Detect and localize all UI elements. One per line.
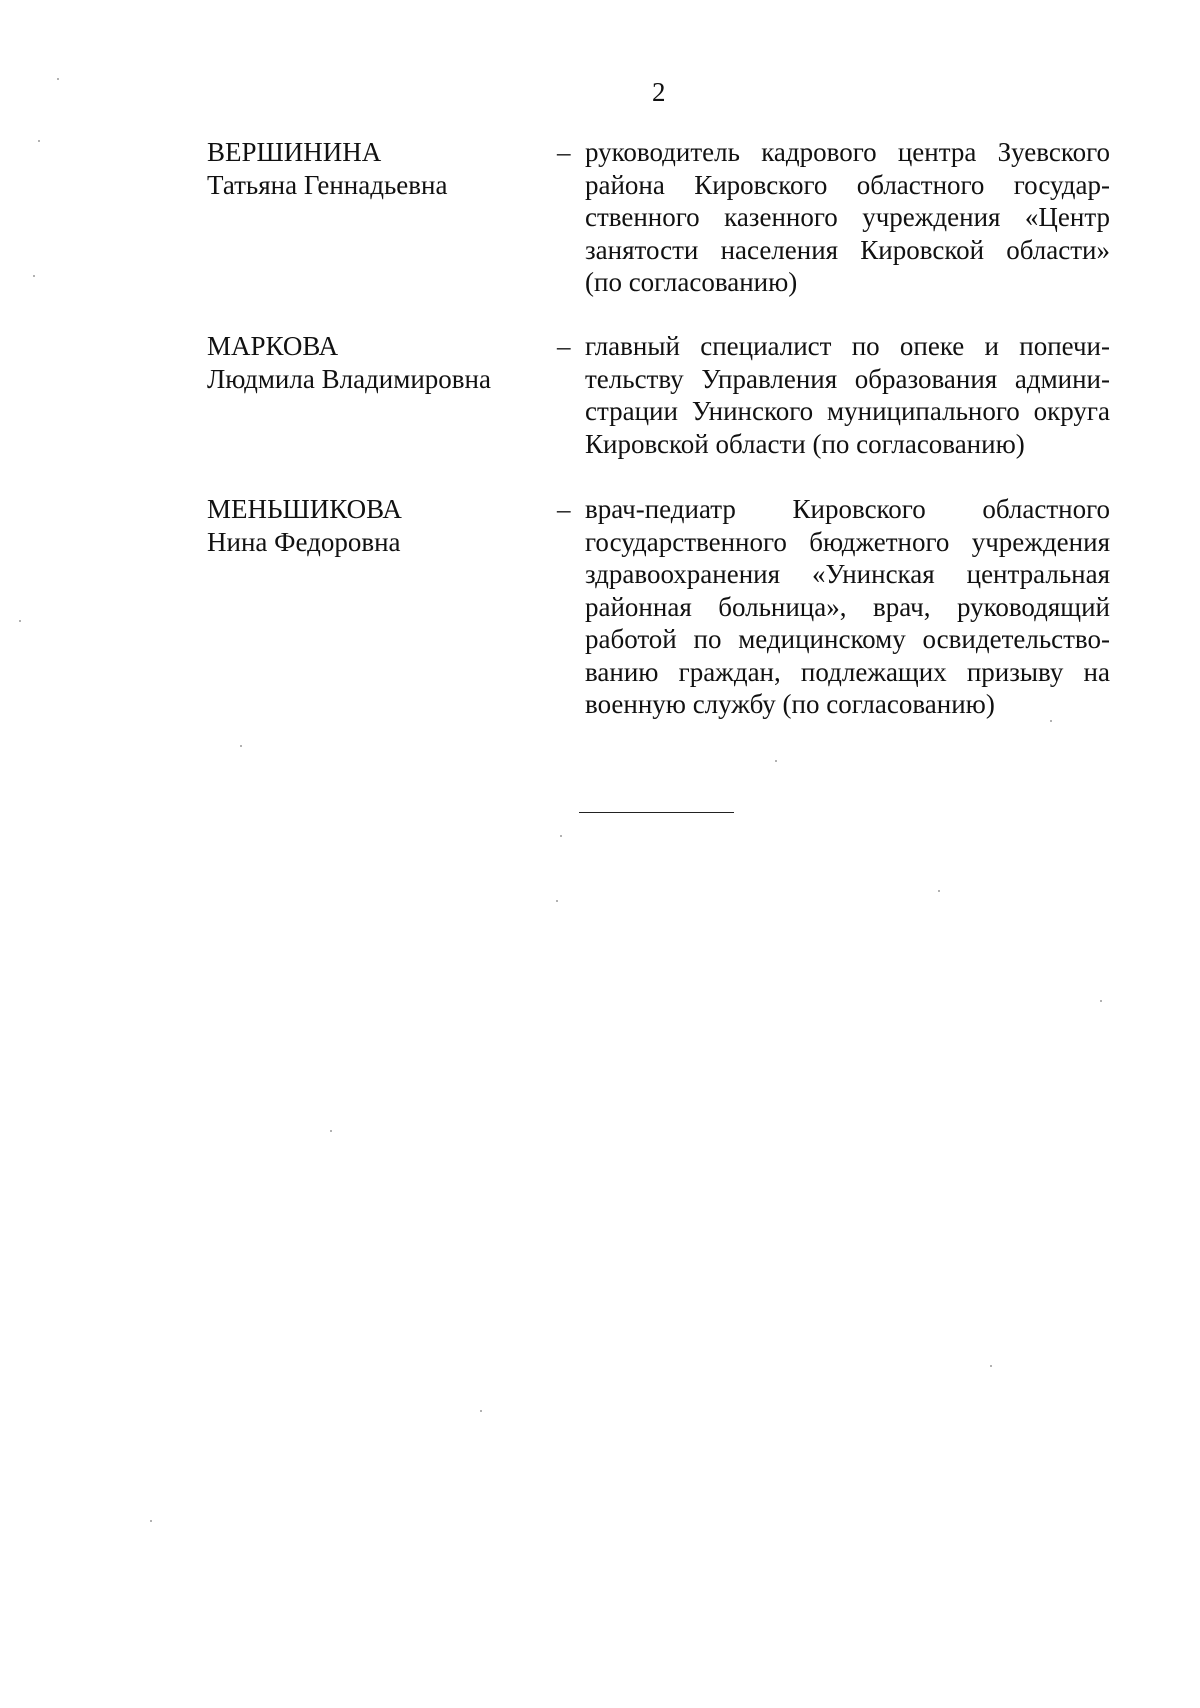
role-line: руководитель кадрового центра Зуевского xyxy=(585,137,1110,167)
member-given-names: Нина Федоровна xyxy=(207,526,401,557)
scan-speck xyxy=(938,890,940,892)
role-line: страции Унинского муниципального округа xyxy=(585,396,1110,426)
member-given-names: Татьяна Геннадьевна xyxy=(207,169,448,200)
member-surname: МАРКОВА xyxy=(207,331,339,361)
scan-speck xyxy=(57,78,59,80)
role-line: главный специалист по опеке и попечи- xyxy=(585,331,1110,361)
member-given-names: Людмила Владимировна xyxy=(207,363,491,394)
role-line: государственного бюджетного учреждения xyxy=(585,526,1110,557)
page-number: 2 xyxy=(652,77,666,107)
scan-speck xyxy=(560,835,562,837)
role-line: тельству Управления образования админи- xyxy=(585,363,1110,394)
member-surname: МЕНЬШИКОВА xyxy=(207,494,402,524)
role-line: (по согласованию) xyxy=(585,267,798,297)
member-role xyxy=(585,136,1110,299)
role-line: занятости населения Кировской области» xyxy=(585,234,1110,265)
role-line: районная больница», врач, руководящий xyxy=(585,591,1110,622)
scan-speck xyxy=(480,1410,482,1412)
scan-speck xyxy=(19,620,21,622)
member-name xyxy=(207,136,537,201)
scan-speck xyxy=(330,1130,332,1132)
role-line: здравоохранения «Унинская центральная xyxy=(585,559,1110,589)
role-line: ванию граждан, подлежащих призыву на xyxy=(585,656,1110,687)
end-of-list-rule xyxy=(579,812,734,813)
scan-speck xyxy=(240,745,242,747)
role-line: Кировской области (по согласованию) xyxy=(585,428,1025,459)
scan-speck xyxy=(1100,1000,1102,1002)
role-line: врач-педиатр Кировского областного xyxy=(585,494,1110,524)
scan-speck xyxy=(150,1520,152,1522)
scan-speck xyxy=(990,1365,992,1367)
entry-dash: – xyxy=(557,331,571,361)
member-name xyxy=(207,330,537,395)
role-line: работой по медицинскому освидетельство- xyxy=(585,624,1110,654)
scan-speck xyxy=(38,140,40,142)
member-role xyxy=(585,493,1110,721)
entry-dash: – xyxy=(557,494,571,524)
scan-speck xyxy=(556,900,558,902)
scan-speck xyxy=(1050,720,1052,722)
member-surname: ВЕРШИНИНА xyxy=(207,137,382,167)
scan-speck xyxy=(775,760,777,762)
member-role xyxy=(585,330,1110,460)
role-line: военную службу (по согласованию) xyxy=(585,689,995,719)
member-name xyxy=(207,493,537,558)
scan-speck xyxy=(33,275,35,277)
role-line: района Кировского областного государ- xyxy=(585,169,1110,200)
entry-dash: – xyxy=(557,137,571,167)
role-line: ственного казенного учреждения «Центр xyxy=(585,202,1110,232)
